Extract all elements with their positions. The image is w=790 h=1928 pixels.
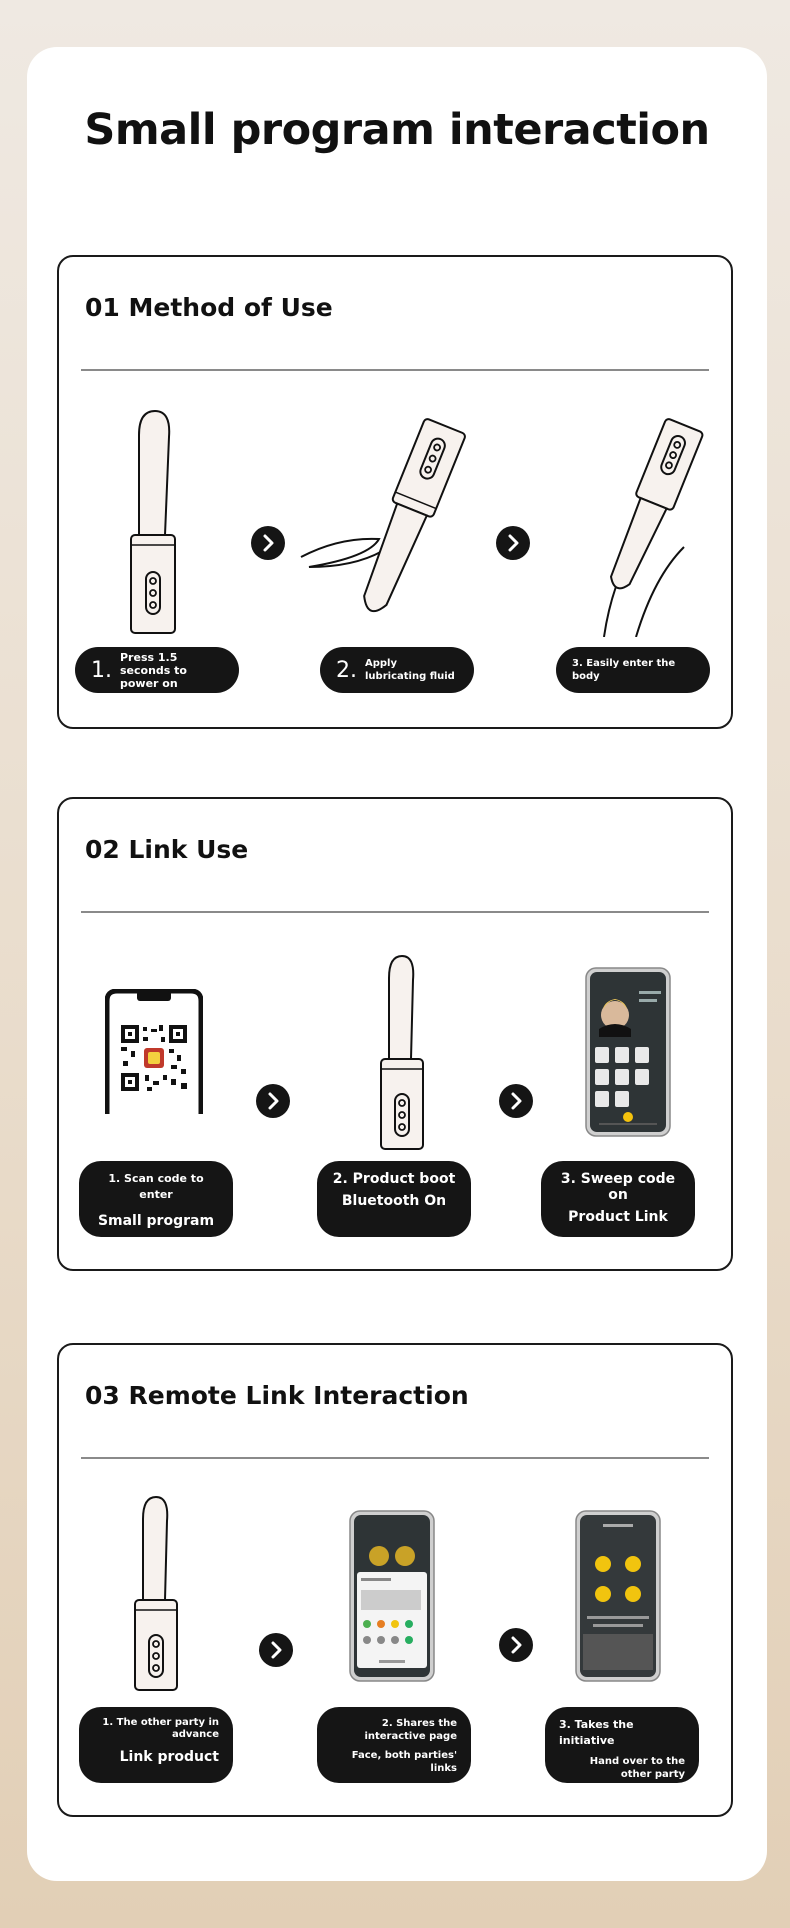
section-title: 03 Remote Link Interaction bbox=[85, 1381, 469, 1410]
step-line-2: Product Link bbox=[568, 1209, 668, 1225]
chevron-right-icon bbox=[499, 1084, 533, 1118]
step-pill bbox=[545, 1707, 699, 1783]
section-title: 01 Method of Use bbox=[85, 293, 333, 322]
chevron-right-icon bbox=[259, 1633, 293, 1667]
section-divider bbox=[81, 1457, 709, 1459]
step-number: 2. bbox=[336, 657, 357, 683]
device-icon bbox=[299, 407, 489, 637]
step-label: Press 1.5 seconds to power on bbox=[120, 650, 187, 690]
step-line-1: 1. Scan code to enter bbox=[108, 1172, 204, 1201]
step-line-1: 3. Takes the initiative bbox=[559, 1718, 634, 1747]
phone-icon bbox=[575, 1510, 661, 1682]
section-remote-link-interaction bbox=[57, 1343, 733, 1817]
step-label: 3. Easily enter the body bbox=[572, 658, 676, 682]
chevron-right-icon bbox=[256, 1084, 290, 1118]
step-line-2: Hand over to the other party bbox=[589, 1756, 685, 1780]
step-pill bbox=[79, 1161, 233, 1237]
step-line-1: 1. The other party in advance bbox=[102, 1717, 219, 1740]
section-link-use bbox=[57, 797, 733, 1271]
step-line-2: Bluetooth On bbox=[341, 1193, 447, 1209]
device-icon bbox=[127, 1495, 183, 1695]
step-line-2: Small program bbox=[97, 1213, 215, 1229]
step-line-1: 3. Sweep code on bbox=[560, 1171, 676, 1203]
device-icon bbox=[373, 954, 429, 1154]
chevron-right-icon bbox=[251, 526, 285, 560]
step-pill bbox=[79, 1707, 233, 1783]
chevron-right-icon bbox=[496, 526, 530, 560]
device-icon bbox=[584, 417, 704, 637]
qr-code-icon bbox=[105, 989, 203, 1114]
step-line-2: Face, both parties' links bbox=[351, 1750, 457, 1774]
section-method-of-use bbox=[57, 255, 733, 729]
step-line-1: 2. Shares the interactive page bbox=[364, 1718, 457, 1742]
step-line-1: 2. Product boot bbox=[332, 1171, 456, 1187]
phone-icon bbox=[349, 1510, 435, 1682]
step-pill bbox=[75, 647, 239, 693]
step-pill bbox=[320, 647, 474, 693]
step-number: 1. bbox=[91, 657, 112, 683]
section-title: 02 Link Use bbox=[85, 835, 249, 864]
step-pill bbox=[541, 1161, 695, 1237]
content-card bbox=[27, 47, 767, 1881]
section-divider bbox=[81, 369, 709, 371]
step-line-2: Link product bbox=[119, 1749, 219, 1765]
step-pill bbox=[317, 1707, 471, 1783]
step-pill bbox=[317, 1161, 471, 1237]
device-icon bbox=[121, 407, 181, 637]
section-divider bbox=[81, 911, 709, 913]
chevron-right-icon bbox=[499, 1628, 533, 1662]
phone-icon bbox=[585, 967, 671, 1137]
page-title: Small program interaction bbox=[84, 105, 710, 155]
step-label: Apply lubricating fluid bbox=[365, 658, 455, 682]
step-pill bbox=[556, 647, 710, 693]
